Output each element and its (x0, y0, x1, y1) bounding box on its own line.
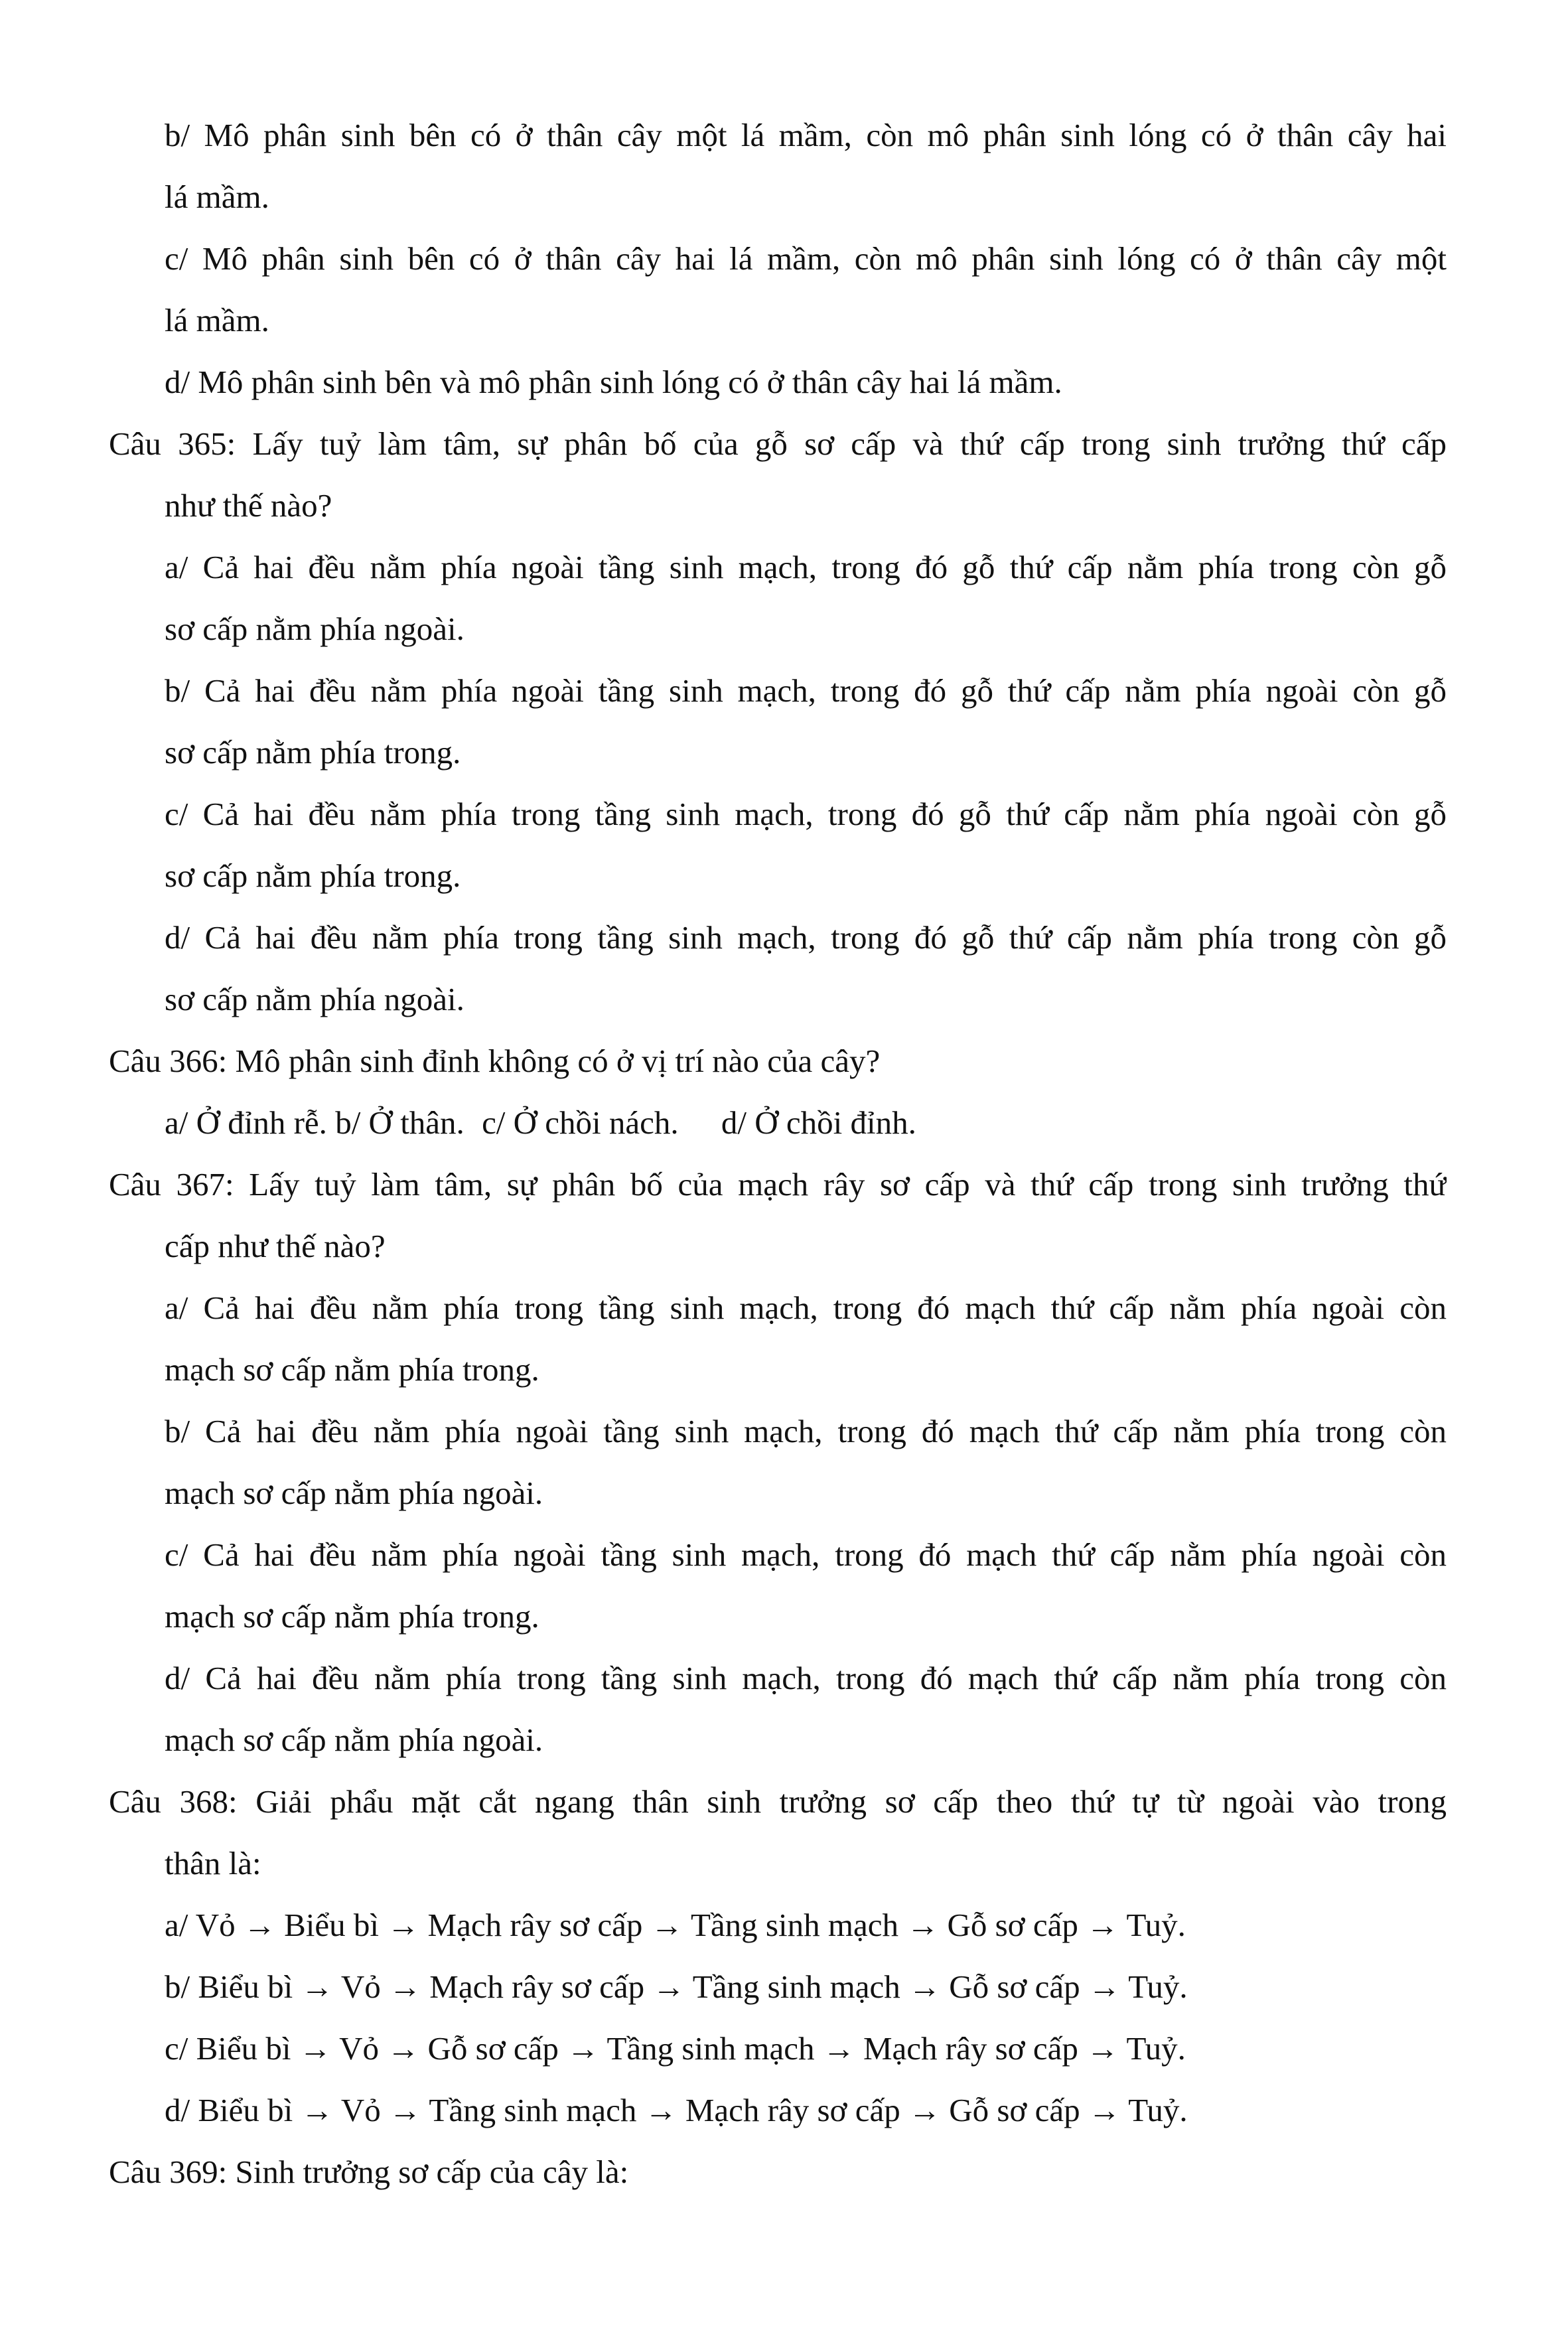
q365-option-a-line1: a/ Cả hai đều nằm phía ngoài tầng sinh mạch, trong đó gỗ thứ cấp nằm phía trong còn gỗ (165, 549, 1447, 585)
q367-option-d-line1: d/ Cả hai đều nằm phía trong tầng sinh mạch, trong đó mạch thứ cấp nằm phía trong còn (165, 1660, 1447, 1696)
q369-question-line1: Câu 369: Sinh trưởng sơ cấp của cây là: (109, 2154, 629, 2190)
q365-question-line1: Câu 365: Lấy tuỷ làm tâm, sự phân bố của gỗ sơ cấp và thứ cấp trong sinh trưởng thứ cấp (109, 425, 1447, 462)
q367-question-line2: cấp như thế nào? (165, 1228, 386, 1264)
q365-question-line2: như thế nào? (165, 487, 332, 524)
q365-option-c-line2: sơ cấp nằm phía trong. (165, 857, 461, 894)
q366-option-b: b/ Ở thân. (335, 1104, 464, 1141)
q364-option-c-line2: lá mầm. (165, 302, 269, 338)
q364-option-b-line2: lá mầm. (165, 179, 269, 215)
q367-option-b-line2: mạch sơ cấp nằm phía ngoài. (165, 1475, 543, 1511)
q364-option-d-line1: d/ Mô phân sinh bên và mô phân sinh lóng có ở thân cây hai lá mầm. (165, 364, 1062, 400)
q365-option-d-line2: sơ cấp nằm phía ngoài. (165, 981, 464, 1017)
q366-options-row (109, 1092, 1447, 1153)
q368-question-line2: thân là: (165, 1845, 261, 1881)
q367-option-c-line1: c/ Cả hai đều nằm phía ngoài tầng sinh mạch, trong đó mạch thứ cấp nằm phía ngoài còn (165, 1536, 1447, 1573)
q368-option-b: b/ Biểu bì → Vỏ → Mạch rây sơ cấp → Tầng sinh mạch → Gỗ sơ cấp → Tuỷ. (165, 1968, 1188, 2005)
q366-option-a: a/ Ở đỉnh rễ. (165, 1104, 327, 1141)
q368-question-line1: Câu 368: Giải phẩu mặt cắt ngang thân sinh trưởng sơ cấp theo thứ tự từ ngoài vào trong (109, 1783, 1447, 1820)
q368-option-a: a/ Vỏ → Biểu bì → Mạch rây sơ cấp → Tầng sinh mạch → Gỗ sơ cấp → Tuỷ. (165, 1907, 1186, 1943)
q366-option-c: c/ Ở chồi nách. (482, 1104, 679, 1141)
q365-option-b-line2: sơ cấp nằm phía trong. (165, 734, 461, 771)
q367-option-a-line2: mạch sơ cấp nằm phía trong. (165, 1351, 539, 1388)
q366-question-line1: Câu 366: Mô phân sinh đỉnh không có ở vị trí nào của cây? (109, 1043, 881, 1079)
q367-question-line1: Câu 367: Lấy tuỷ làm tâm, sự phân bố của mạch rây sơ cấp và thứ cấp trong sinh trưởng thứ (109, 1166, 1447, 1203)
q367-option-b-line1: b/ Cả hai đều nằm phía ngoài tầng sinh mạch, trong đó mạch thứ cấp nằm phía trong còn (165, 1413, 1447, 1449)
q367-option-a-line1: a/ Cả hai đều nằm phía trong tầng sinh mạch, trong đó mạch thứ cấp nằm phía ngoài còn (165, 1289, 1447, 1326)
q365-option-b-line1: b/ Cả hai đều nằm phía ngoài tầng sinh mạch, trong đó gỗ thứ cấp nằm phía ngoài còn gỗ (165, 672, 1447, 709)
q365-option-d-line1: d/ Cả hai đều nằm phía trong tầng sinh mạch, trong đó gỗ thứ cấp nằm phía trong còn gỗ (165, 919, 1447, 956)
q364-option-c-line1: c/ Mô phân sinh bên có ở thân cây hai lá mầm, còn mô phân sinh lóng có ở thân cây một (165, 240, 1447, 277)
q368-option-c: c/ Biểu bì → Vỏ → Gỗ sơ cấp → Tầng sinh mạch → Mạch rây sơ cấp → Tuỷ. (165, 2030, 1186, 2067)
q364-option-b-line1: b/ Mô phân sinh bên có ở thân cây một lá mầm, còn mô phân sinh lóng có ở thân cây hai (165, 117, 1447, 153)
q368-option-d: d/ Biểu bì → Vỏ → Tầng sinh mạch → Mạch rây sơ cấp → Gỗ sơ cấp → Tuỷ. (165, 2092, 1188, 2128)
q367-option-d-line2: mạch sơ cấp nằm phía ngoài. (165, 1722, 543, 1758)
question-list (109, 104, 1447, 2203)
q367-option-c-line2: mạch sơ cấp nằm phía trong. (165, 1598, 539, 1635)
q365-option-c-line1: c/ Cả hai đều nằm phía trong tầng sinh mạch, trong đó gỗ thứ cấp nằm phía ngoài còn gỗ (165, 796, 1447, 832)
q366-option-d: d/ Ở chồi đỉnh. (721, 1104, 916, 1141)
q365-option-a-line2: sơ cấp nằm phía ngoài. (165, 611, 464, 647)
